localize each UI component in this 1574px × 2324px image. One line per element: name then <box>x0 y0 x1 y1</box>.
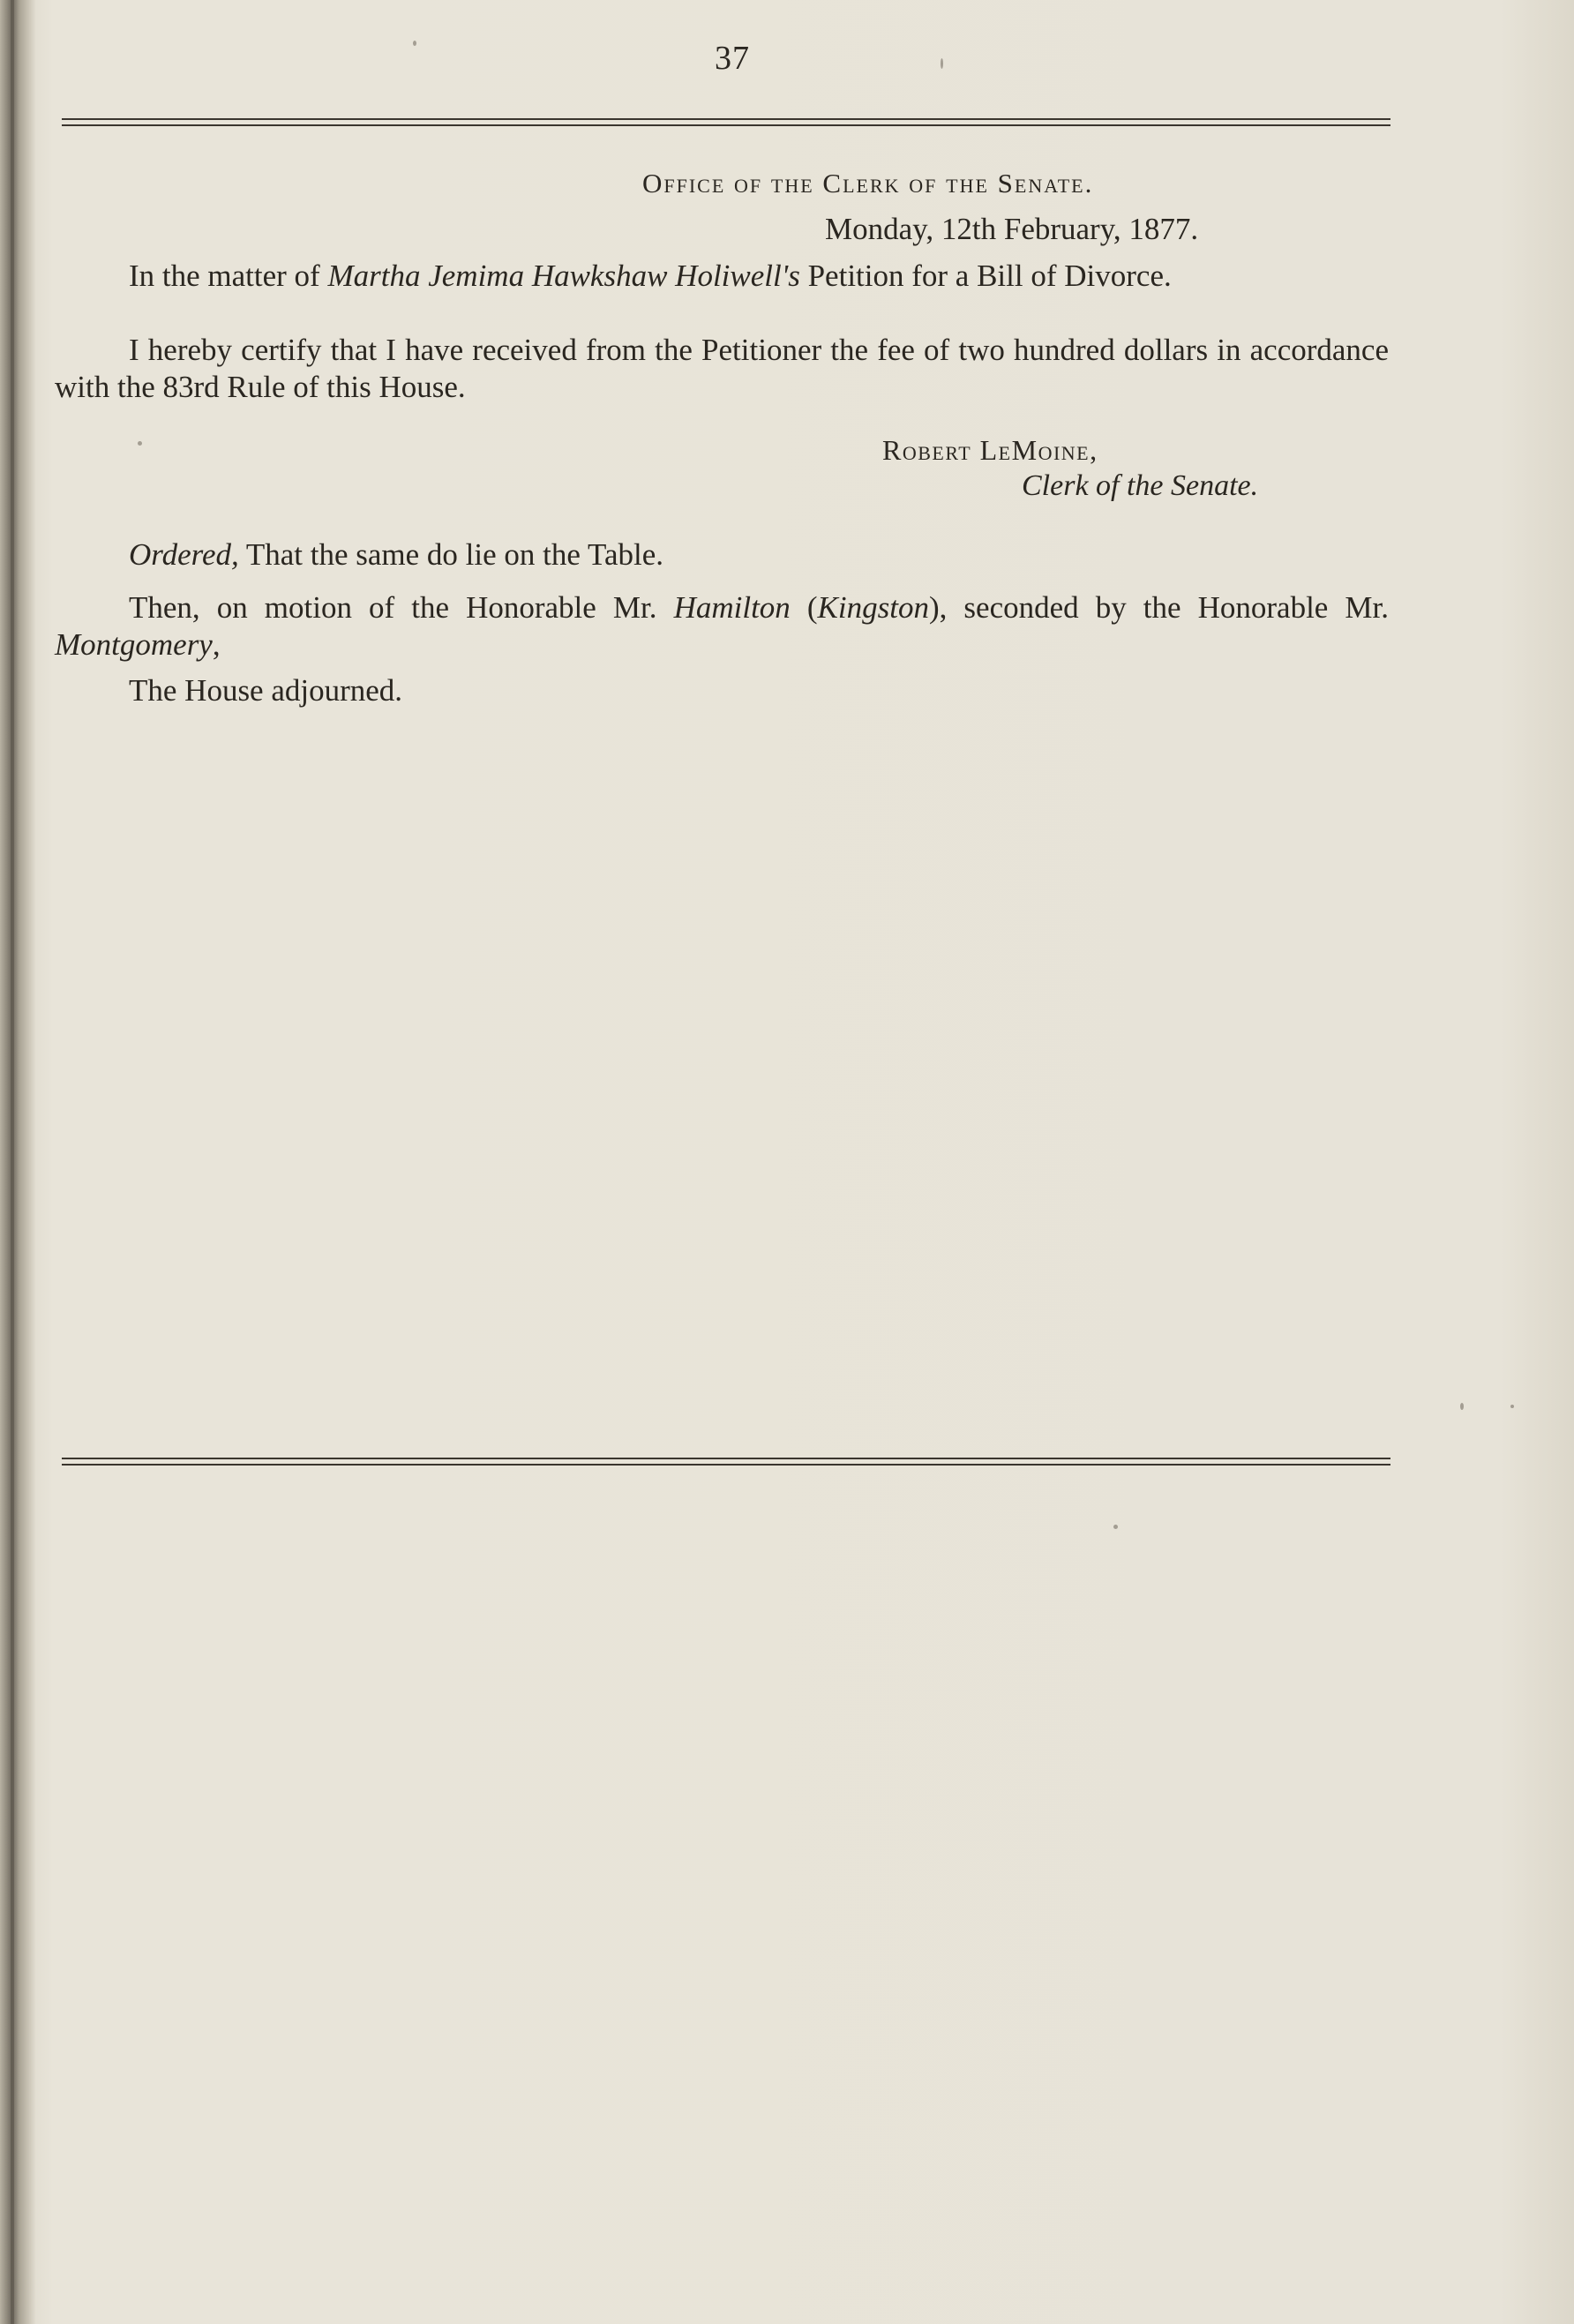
certification-paragraph <box>55 332 1389 406</box>
motion-text-1: Then, on motion of the Honorable Mr. <box>129 590 674 625</box>
paper-speck <box>413 41 416 46</box>
certification-text: I hereby certify that I have received from the Petitioner the fee of two hundred dollars in accordance with the 83rd Rule of this House. <box>55 333 1389 404</box>
binding-edge <box>11 0 14 2324</box>
page-binding <box>0 0 35 2324</box>
paper-speck <box>138 441 142 446</box>
motion-text-2: ( <box>790 590 818 625</box>
petition-suffix: Petition for a Bill of Divorce. <box>799 259 1172 293</box>
paper-speck <box>1113 1525 1118 1529</box>
paper-speck <box>1460 1403 1464 1410</box>
motion-text-4: , <box>212 627 221 662</box>
top-double-rule <box>62 118 1390 126</box>
petition-paragraph <box>55 258 1389 295</box>
order-text: That the same do lie on the Table. <box>238 537 664 572</box>
adjournment-text: The House adjourned. <box>129 673 403 708</box>
paper-speck <box>941 58 943 69</box>
bottom-double-rule <box>62 1458 1390 1466</box>
seconder-name: Montgomery <box>55 627 213 662</box>
signatory-title: Clerk of the Senate. <box>1022 469 1259 502</box>
petitioner-name: Martha Jemima Hawkshaw Holiwell's <box>327 259 800 293</box>
order-paragraph <box>55 536 1389 574</box>
paper-speck <box>1510 1405 1514 1408</box>
motion-paragraph <box>55 589 1389 663</box>
motion-text-3: ), seconded by the Honorable Mr. <box>928 590 1390 625</box>
adjournment-paragraph <box>55 672 1389 709</box>
mover-place: Kingston <box>817 590 929 625</box>
office-heading: Office of the Clerk of the Senate. <box>642 168 1094 199</box>
ordered-label: Ordered, <box>129 537 239 572</box>
session-date: Monday, 12th February, 1877. <box>825 212 1199 246</box>
mover-name: Hamilton <box>673 590 791 625</box>
signatory-name: Robert LeMoine, <box>882 434 1098 466</box>
page-number: 37 <box>715 40 750 77</box>
petition-prefix: In the matter of <box>129 259 328 293</box>
